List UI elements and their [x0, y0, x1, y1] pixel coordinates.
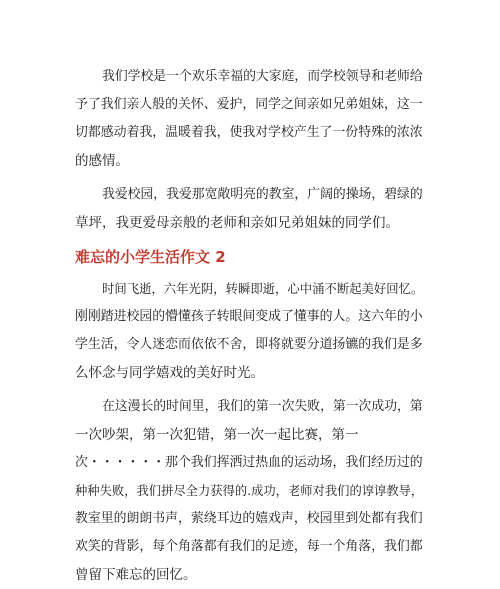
document-page	[75, 63, 425, 589]
text-line: 么怀念与同学嬉戏的美好时光。	[75, 365, 264, 381]
paragraph-time-flies	[75, 275, 425, 387]
paragraph-love-campus	[75, 181, 425, 237]
paragraph-school-family	[75, 63, 425, 175]
text-line: 时间飞逝，六年光阴，转瞬即逝，心中涌不断起美好回忆。	[102, 282, 424, 296]
text-line: 草坪，我更爱母亲般的老师和亲如兄弟姐妹的同学们。	[75, 215, 399, 231]
text-line: 种种失败，我们拼尽全力获得的.成功，老师对我们的谆谆教导，	[75, 484, 424, 498]
text-line: 的感情。	[75, 153, 129, 169]
text-line: 刚刚踏进校园的懵懂孩子转眼间变成了懂事的人。这六年的小	[75, 309, 423, 324]
text-line: 我们学校是一个欢乐幸福的大家庭，而学校领导和老师给	[102, 69, 423, 84]
text-line: 曾留下难忘的回忆。	[75, 567, 197, 583]
text-line: 予了我们亲人般的关怀、爱护，同学之间亲如兄弟姐妹，这一	[75, 97, 423, 112]
text-line: 欢笑的背影，每个角落都有我们的足迹，每一个角落，我们都	[75, 539, 423, 554]
text-line: 教室里的朗朗书声，萦绕耳边的嬉戏声，校园里到处都有我们	[75, 511, 423, 526]
text-line: 次・・・・・・那个我们挥洒过热血的运动场，我们经历过的	[75, 455, 423, 470]
text-line: 在这漫长的时间里，我们的第一次失败，第一次成功，第	[102, 399, 423, 414]
text-line: 切都感动着我，温暖着我，使我对学校产生了一份特殊的浓浓	[75, 125, 423, 140]
paragraph-first-times	[75, 393, 425, 589]
text-line: 学生活，令人迷恋而依依不舍，即将就要分道扬镳的我们是多	[75, 337, 423, 352]
section-heading: 难忘的小学生活作文 2	[75, 248, 226, 266]
text-line: 一次吵架，第一次犯错，第一次一起比赛，第一	[75, 427, 359, 443]
text-line: 我爱校园，我爱那宽敞明亮的教室，广阔的操场，碧绿的	[102, 187, 423, 202]
